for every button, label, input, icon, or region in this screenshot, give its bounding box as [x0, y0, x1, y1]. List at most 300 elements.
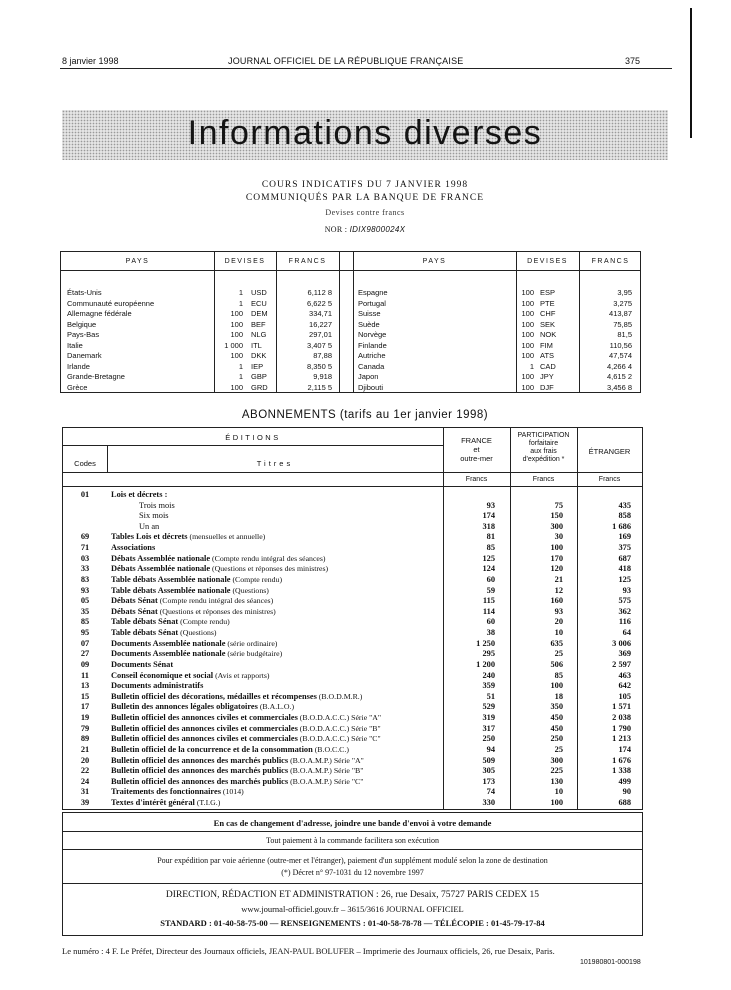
- price-part: 75: [554, 500, 563, 510]
- currency-code: IEP: [251, 361, 264, 371]
- edition-code: 09: [80, 659, 90, 669]
- price-france: 359: [482, 681, 495, 691]
- price-part: 100: [550, 543, 563, 553]
- edition-code: 01: [80, 490, 90, 499]
- table-row: [63, 511, 642, 522]
- price-france: 93: [486, 500, 495, 510]
- price-france: 60: [486, 617, 495, 627]
- country-name: Belgique: [67, 319, 97, 329]
- table-row: [63, 564, 642, 575]
- currency-quantity: 1: [238, 361, 243, 371]
- table-row: [63, 787, 642, 798]
- price-france: 114: [482, 606, 495, 616]
- price-etr: 687: [618, 553, 631, 563]
- currency-rate: 4,615 2: [606, 372, 632, 381]
- header-rule: [60, 68, 672, 69]
- price-france: 529: [482, 702, 495, 712]
- price-part: 300: [550, 521, 563, 531]
- edition-code: 22: [80, 766, 90, 776]
- currency-row: [61, 320, 640, 331]
- currency-quantity: 1 000: [224, 340, 243, 350]
- edition-title: [111, 660, 173, 669]
- col-header-etranger: ÉTRANGER: [588, 447, 631, 456]
- price-part: 506: [550, 659, 563, 669]
- edition-code: 85: [80, 617, 90, 627]
- currency-code: NLG: [251, 330, 267, 339]
- edition-title-main: Table débats Sénat: [111, 628, 179, 638]
- currency-row: [61, 341, 640, 352]
- table-row: [63, 660, 642, 671]
- edition-title: [111, 543, 155, 552]
- edition-title-detail: (B.A.L.O.): [257, 702, 295, 712]
- col-header-editions: ÉDITIONS: [225, 433, 281, 442]
- currency-quantity: 1: [238, 298, 243, 308]
- edition-title: [111, 532, 265, 541]
- footer-code: 101980801-000198: [580, 959, 641, 966]
- table-row: [63, 607, 642, 618]
- price-france: 115: [482, 596, 495, 606]
- price-france: 173: [482, 776, 495, 786]
- edition-title: [111, 692, 362, 701]
- currency-table: [60, 251, 641, 393]
- currency-rate: 87,88: [313, 351, 332, 360]
- edition-title-main: Table débats Assemblée nationale: [111, 585, 231, 595]
- currency-quantity: 100: [230, 309, 243, 318]
- edition-title: [111, 798, 220, 807]
- edition-title: [111, 734, 381, 743]
- table-row: [63, 586, 642, 597]
- currency-quantity: 1: [529, 361, 534, 371]
- price-etr: 169: [618, 532, 631, 542]
- price-part: 10: [554, 628, 563, 638]
- currency-rate: 8,350 5: [306, 361, 332, 371]
- edition-title: [111, 702, 294, 711]
- edition-code: 24: [80, 776, 90, 786]
- edition-title: [111, 564, 328, 573]
- unit-label: Francs: [465, 476, 488, 483]
- price-etr: 1 676: [612, 755, 631, 765]
- country-name: États-Unis: [67, 288, 102, 297]
- edition-code: 95: [80, 628, 90, 638]
- currency-code: ITL: [251, 340, 262, 350]
- currency-rate: 47,574: [609, 351, 632, 360]
- edition-title-main: Lois et décrets :: [111, 490, 168, 499]
- country-name: Allemagne fédérale: [67, 309, 132, 318]
- edition-title-detail: (T.I.G.): [194, 797, 221, 807]
- table-row: [63, 766, 642, 777]
- shipping-note: [62, 850, 643, 884]
- currency-rate: 297,01: [309, 330, 332, 339]
- country-name: Japon: [358, 372, 379, 381]
- price-france: 1 250: [476, 638, 495, 648]
- country-name: Djibouti: [358, 382, 384, 392]
- header-title: JOURNAL OFFICIEL DE LA RÉPUBLIQUE FRANÇAISE: [228, 56, 464, 66]
- edition-title-detail: (B.O.A.M.P.) Série "B": [288, 766, 364, 776]
- currency-row: [61, 299, 640, 310]
- edition-title-detail: (Questions et réponses des ministres): [210, 564, 329, 574]
- abonnements-table: [62, 427, 643, 810]
- edition-code: 31: [80, 787, 90, 797]
- price-france: 305: [482, 766, 495, 776]
- edition-code: 83: [80, 574, 90, 584]
- price-france: 59: [486, 585, 495, 595]
- edition-title: [139, 511, 169, 520]
- edition-title: [111, 756, 364, 765]
- edition-code: 13: [80, 681, 90, 691]
- edition-title-detail: (Questions et réponses des ministres): [157, 606, 276, 616]
- edition-title-main: Débats Sénat: [111, 596, 158, 606]
- price-france: 317: [482, 723, 495, 733]
- edition-title-main: Un an: [139, 521, 160, 531]
- currency-quantity: 100: [521, 340, 534, 350]
- currency-quantity: 100: [230, 382, 243, 392]
- edition-title: [111, 628, 217, 637]
- price-etr: 93: [622, 585, 631, 595]
- currency-rate: 110,56: [609, 340, 632, 350]
- edition-title: [139, 501, 175, 510]
- price-etr: 2 038: [612, 713, 631, 723]
- price-france: 295: [482, 649, 495, 659]
- price-part: 100: [550, 797, 563, 807]
- price-france: 51: [486, 691, 495, 701]
- price-part: 30: [554, 532, 563, 542]
- price-part: 10: [554, 787, 563, 797]
- price-part: 85: [554, 670, 563, 680]
- edition-title: [111, 554, 326, 563]
- price-france: 85: [486, 543, 495, 553]
- edition-title: [111, 724, 381, 733]
- edition-code: 20: [80, 755, 90, 765]
- table-row: [63, 522, 642, 533]
- price-part: 300: [550, 755, 563, 765]
- edition-code: 35: [80, 606, 90, 616]
- price-etr: 362: [618, 606, 631, 616]
- price-france: 174: [482, 511, 495, 521]
- table-row: [63, 628, 642, 639]
- edition-code: 71: [80, 543, 90, 553]
- price-part: 150: [550, 511, 563, 521]
- country-name: Grande-Bretagne: [67, 372, 125, 381]
- table-row: [63, 575, 642, 586]
- currency-row: [61, 330, 640, 341]
- currency-quantity: 100: [521, 351, 534, 360]
- price-part: 635: [550, 638, 563, 648]
- currency-code: NOK: [540, 330, 557, 339]
- price-france: 250: [482, 734, 495, 744]
- currency-rate: 81,5: [617, 330, 632, 339]
- price-part: 25: [554, 649, 563, 659]
- edition-code: 05: [80, 596, 90, 606]
- table-row: [63, 671, 642, 682]
- direction-address: DIRECTION, RÉDACTION ET ADMINISTRATION : 26, rue Desaix, 75727 PARIS CEDEX 15: [165, 890, 540, 900]
- col-header-france: FRANCE et outre-mer: [460, 436, 493, 463]
- header-date: 8 janvier 1998: [62, 56, 119, 66]
- direction-block: [62, 884, 643, 936]
- edition-title-detail: (Questions): [178, 628, 217, 638]
- price-france: 318: [482, 521, 495, 531]
- currency-row: [61, 383, 640, 394]
- footer-imprint: Le numéro : 4 F. Le Préfet, Directeur des Journaux officiels, JEAN-PAUL BOLUFER – Imprimerie des Journaux officiels, 26, rue Desaix, Paris.: [62, 946, 555, 956]
- price-part: 21: [554, 574, 563, 584]
- edition-title-main: Bulletin officiel des annonces civiles et commerciales: [111, 713, 298, 723]
- col-header-pays: PAYS: [422, 258, 447, 265]
- table-row: [63, 734, 642, 745]
- price-part: 450: [550, 713, 563, 723]
- table-row: [63, 490, 642, 501]
- table-row: [63, 777, 642, 788]
- price-part: 130: [550, 776, 563, 786]
- price-france: 1 200: [476, 659, 495, 669]
- edition-code: 15: [80, 691, 90, 701]
- edition-title-main: Bulletin officiel des annonces des marchés publics: [111, 755, 289, 765]
- price-etr: 642: [618, 681, 631, 691]
- price-etr: 1 338: [612, 766, 631, 776]
- currency-quantity: 100: [521, 298, 534, 308]
- currency-code: JPY: [540, 372, 554, 381]
- currency-row: [61, 362, 640, 373]
- nor-value: IDIX9800024X: [349, 225, 406, 234]
- price-part: 170: [550, 553, 563, 563]
- edition-title-detail: (Questions): [230, 585, 269, 595]
- currency-code: DKK: [251, 351, 267, 360]
- currency-quantity: 100: [230, 319, 243, 329]
- edition-title-detail: (1014): [220, 787, 244, 797]
- price-etr: 575: [618, 596, 631, 606]
- currency-code: SEK: [540, 319, 556, 329]
- edition-code: 93: [80, 585, 90, 595]
- edition-title: [111, 575, 282, 584]
- currency-rate: 6,112 8: [307, 288, 332, 297]
- price-etr: 463: [618, 670, 631, 680]
- edition-code: 79: [80, 723, 90, 733]
- edition-title-main: Bulletin des annonces légales obligatoires: [111, 702, 258, 712]
- edition-title-main: Conseil économique et social: [111, 670, 214, 680]
- price-france: 38: [486, 628, 495, 638]
- currency-quantity: 1: [238, 372, 243, 381]
- price-france: 94: [486, 744, 495, 754]
- edition-code: 27: [80, 649, 90, 659]
- edition-title-main: Textes d'intérêt général: [111, 797, 195, 807]
- edition-title: [111, 490, 167, 499]
- edition-title: [111, 777, 363, 786]
- nor-label: NOR :: [324, 225, 348, 234]
- table-row: [63, 713, 642, 724]
- currency-rate: 3,275: [613, 298, 632, 308]
- edition-title-detail: (B.O.D.A.C.C.) Série "C": [297, 734, 381, 744]
- edition-title: [111, 766, 363, 775]
- direction-website: www.journal-officiel.gouv.fr – 3615/3616 JOURNAL OFFICIEL: [241, 904, 464, 914]
- currency-quantity: 100: [521, 319, 534, 329]
- price-etr: 64: [622, 628, 631, 638]
- edition-code: 69: [80, 532, 90, 542]
- edition-code: 33: [80, 564, 90, 574]
- currency-code: CAD: [540, 361, 556, 371]
- edition-title-main: Débats Sénat: [111, 606, 158, 616]
- edition-title-main: Table débats Sénat: [111, 617, 179, 627]
- price-etr: 1 213: [612, 734, 631, 744]
- price-part: 225: [550, 766, 563, 776]
- price-france: 60: [486, 574, 495, 584]
- price-france: 125: [482, 553, 495, 563]
- edition-title: [111, 649, 282, 658]
- currency-quantity: 100: [521, 372, 534, 381]
- price-etr: 1 790: [612, 723, 631, 733]
- edition-title: [111, 639, 277, 648]
- price-etr: 418: [618, 564, 631, 574]
- edition-title-main: Bulletin officiel des annonces des marchés publics: [111, 766, 289, 776]
- price-part: 100: [550, 681, 563, 691]
- price-part: 450: [550, 723, 563, 733]
- currency-rate: 6,622 5: [306, 298, 332, 308]
- price-etr: 105: [618, 691, 631, 701]
- edition-title-detail: (Avis et rapports): [213, 670, 270, 680]
- country-name: Suisse: [358, 309, 381, 318]
- edition-title-main: Débats Assemblée nationale: [111, 553, 211, 563]
- price-etr: 858: [618, 511, 631, 521]
- price-etr: 688: [618, 797, 631, 807]
- currency-quantity: 1: [238, 288, 243, 297]
- col-header-codes: Codes: [74, 459, 96, 468]
- price-part: 250: [550, 734, 563, 744]
- edition-title-detail: (série ordinaire): [225, 638, 278, 648]
- currency-code: FIM: [540, 340, 553, 350]
- price-part: 120: [550, 564, 563, 574]
- table-row: [63, 649, 642, 660]
- col-header-titres: Titres: [256, 459, 294, 468]
- edition-title-main: Trois mois: [139, 500, 175, 510]
- cours-subtitle: COMMUNIQUÉS PAR LA BANQUE DE FRANCE: [245, 193, 485, 203]
- country-name: Finlande: [358, 340, 387, 350]
- edition-title-main: Documents Assemblée nationale: [111, 638, 226, 648]
- section-title: Informations diverses: [187, 114, 543, 152]
- country-name: Danemark: [67, 351, 102, 360]
- edition-title-main: Associations: [111, 543, 156, 553]
- price-etr: 90: [622, 787, 631, 797]
- currency-rate: 413,87: [609, 309, 632, 318]
- edition-title: [111, 745, 349, 754]
- currency-rate: 16,227: [309, 319, 332, 329]
- price-part: 12: [554, 585, 563, 595]
- currency-rate: 2,115 5: [307, 382, 332, 392]
- country-name: Italie: [67, 340, 83, 350]
- country-name: Portugal: [358, 298, 386, 308]
- edition-title-detail: (mensuelles et annuelle): [187, 532, 266, 542]
- price-etr: 174: [618, 744, 631, 754]
- cours-note: Devises contre francs: [325, 208, 405, 217]
- table-row: [63, 596, 642, 607]
- payment-note: Tout paiement à la commande facilitera son exécution: [62, 832, 643, 850]
- table-row: [63, 756, 642, 767]
- section-banner: [62, 110, 668, 160]
- currency-rate: 75,85: [613, 319, 632, 329]
- decree-reference: (*) Décret n° 97-1031 du 12 novembre 1997: [281, 868, 424, 877]
- edition-title-detail: (B.O.D.M.R.): [316, 691, 363, 701]
- price-france: 124: [482, 564, 495, 574]
- price-france: 330: [482, 797, 495, 807]
- currency-rate: 334,71: [309, 309, 332, 318]
- col-header-francs: FRANCS: [288, 258, 327, 265]
- country-name: Autriche: [358, 351, 386, 360]
- col-header-pays: PAYS: [125, 258, 150, 265]
- edition-code: 17: [80, 702, 90, 712]
- edition-title-main: Traitements des fonctionnaires: [111, 787, 221, 797]
- edition-title-detail: (B.O.D.A.C.C.) Série "A": [297, 713, 382, 723]
- edition-title-main: Table débats Assemblée nationale: [111, 574, 231, 584]
- unit-label: Francs: [598, 476, 621, 483]
- currency-row: [61, 309, 640, 320]
- cours-title: COURS INDICATIFS DU 7 JANVIER 1998: [261, 180, 469, 190]
- table-row: [63, 554, 642, 565]
- currency-quantity: 100: [521, 288, 534, 297]
- edition-code: 07: [80, 638, 90, 648]
- edition-title-detail: (Compte rendu): [178, 617, 230, 627]
- shipping-note-line: Pour expédition par voie aérienne (outre-mer et l'étranger), paiement d'un supplément modulé selon la zone de destination: [157, 856, 548, 865]
- price-etr: 375: [618, 543, 631, 553]
- edition-title-main: Bulletin officiel de la concurrence et de la consommation: [111, 744, 313, 754]
- country-name: Pays-Bas: [67, 330, 100, 339]
- currency-code: DEM: [251, 309, 268, 318]
- price-france: 319: [482, 713, 495, 723]
- col-header-devises: DEVISES: [527, 258, 568, 265]
- price-part: 20: [554, 617, 563, 627]
- table-row: [63, 617, 642, 628]
- currency-code: DJF: [540, 382, 554, 392]
- price-etr: 125: [618, 574, 631, 584]
- edition-title: [111, 787, 244, 796]
- edition-code: 21: [80, 744, 90, 754]
- price-etr: 2 597: [612, 659, 631, 669]
- edition-title: [111, 713, 381, 722]
- currency-rate: 3,456 8: [606, 382, 632, 392]
- price-part: 160: [550, 596, 563, 606]
- price-part: 25: [554, 744, 563, 754]
- edition-title-main: Documents Assemblée nationale: [111, 649, 226, 659]
- price-etr: 369: [618, 649, 631, 659]
- col-header-participation: PARTICIPATION forfaitaire aux frais d'expédition *: [517, 432, 570, 463]
- currency-row: [61, 372, 640, 383]
- edition-title-detail: (B.O.C.C.): [312, 744, 349, 754]
- price-etr: 3 006: [612, 638, 631, 648]
- table-row: [63, 745, 642, 756]
- country-name: Suède: [358, 319, 380, 329]
- currency-code: PTE: [540, 298, 555, 308]
- address-change-note: En cas de changement d'adresse, joindre une bande d'envoi à votre demande: [62, 812, 643, 832]
- price-etr: 435: [618, 500, 631, 510]
- price-france: 74: [486, 787, 495, 797]
- table-row: [63, 532, 642, 543]
- edition-title-main: Tables Lois et décrets: [111, 532, 188, 542]
- edition-title-main: Bulletin officiel des annonces des marchés publics: [111, 776, 289, 786]
- table-row: [63, 692, 642, 703]
- country-name: Grèce: [67, 382, 88, 392]
- table-row: [63, 501, 642, 512]
- currency-quantity: 100: [230, 351, 243, 360]
- price-france: 509: [482, 755, 495, 765]
- col-header-devises: DEVISES: [224, 258, 266, 265]
- currency-code: BEF: [251, 319, 266, 329]
- edition-title-main: Documents administratifs: [111, 681, 204, 691]
- edition-code: 39: [80, 797, 90, 807]
- currency-code: CHF: [540, 309, 556, 318]
- currency-code: USD: [251, 288, 267, 297]
- country-name: Espagne: [358, 288, 388, 297]
- edition-title-main: Six mois: [139, 511, 169, 521]
- margin-mark: [690, 8, 692, 138]
- country-name: Norvège: [358, 330, 387, 339]
- edition-title-detail: (B.O.A.M.P.) Série "C": [288, 776, 364, 786]
- edition-title: [111, 671, 270, 680]
- table-row: [63, 681, 642, 692]
